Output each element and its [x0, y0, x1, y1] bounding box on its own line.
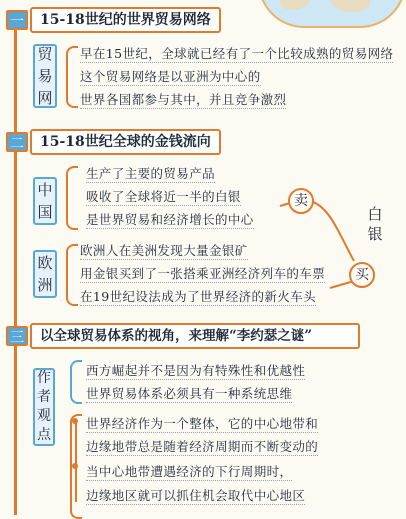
label-char: 银 [367, 225, 383, 243]
flow-dot [72, 418, 78, 424]
text-line: 这个贸易网络是以亚洲为中心的 [80, 69, 261, 84]
label-char: 易 [37, 67, 53, 85]
label-char: 欧 [37, 254, 53, 272]
text-line: 欧洲人在美洲发现大量金银矿 [80, 243, 248, 258]
section-3-number: 三 [6, 326, 28, 346]
text-line: 边缘地区就可以抓住机会取代中心地区 [86, 488, 306, 503]
silver-flow-curve [310, 201, 354, 261]
map-landmass [330, 0, 370, 12]
section-1-title: 15-18世纪的世界贸易网络 [30, 7, 221, 33]
author-view-bracket-a [70, 360, 82, 404]
text-line: 世界经济作为一个整体，它的中心地带和 [86, 416, 319, 431]
text-line: 当中心地带遭遇经济的下行周期时， [86, 464, 293, 479]
text-line: 用金银买到了一张搭乘亚洲经济列车的车票 [80, 266, 326, 281]
china-label [33, 177, 57, 225]
author-view-label [33, 368, 55, 446]
text-line: 吸收了全球将近一半的白银 [86, 189, 241, 204]
text-line: 生产了主要的贸易产品 [86, 166, 216, 181]
section-1-number: 一 [6, 10, 28, 30]
silver-label [366, 204, 384, 244]
label-char: 网 [37, 89, 53, 107]
label-char: 国 [37, 203, 53, 221]
text-line: 西方崛起并不是因为有特殊性和优越性 [86, 363, 306, 378]
label-char: 作 [37, 370, 51, 386]
timeline-spine [14, 10, 17, 515]
text-line: 世界贸易体系必须具有一种系统思维 [86, 386, 293, 401]
section-2-number: 二 [6, 132, 28, 152]
text-line: 边缘地带总是随着经济周期而不断变动的 [86, 439, 319, 454]
text-line: 世界各国都参与其中，并且竞争激烈 [80, 92, 287, 107]
text-line: 是世界贸易和经济增长的中心 [86, 212, 254, 227]
flow-arrow [75, 422, 77, 502]
section-3-title: 以全球贸易体系的视角，来理解“李约瑟之谜” [30, 323, 360, 349]
label-char: 白 [367, 205, 383, 223]
map-landmass [280, 0, 310, 10]
flow-dot [72, 463, 78, 469]
china-bracket [66, 166, 78, 230]
text-line: 早在15世纪，全球就已经有了一个比较成熟的贸易网络 [80, 46, 394, 61]
label-char: 洲 [37, 276, 53, 294]
europe-bracket [66, 244, 78, 306]
label-char: 点 [37, 427, 51, 443]
label-char: 者 [37, 389, 51, 405]
label-char: 中 [37, 181, 53, 199]
world-map-thumbnail [258, 0, 406, 28]
section-2-title: 15-18世纪全球的金钱流向 [30, 129, 221, 155]
europe-label [33, 250, 57, 298]
label-char: 观 [37, 408, 51, 424]
section-1-bracket [66, 46, 78, 108]
text-line: 在19世纪设法成为了世界经济的新火车头 [80, 289, 317, 304]
section-1-label [33, 44, 57, 108]
sell-circle: 卖 [288, 188, 314, 214]
buy-circle: 买 [349, 262, 375, 288]
label-char: 贸 [37, 45, 53, 63]
